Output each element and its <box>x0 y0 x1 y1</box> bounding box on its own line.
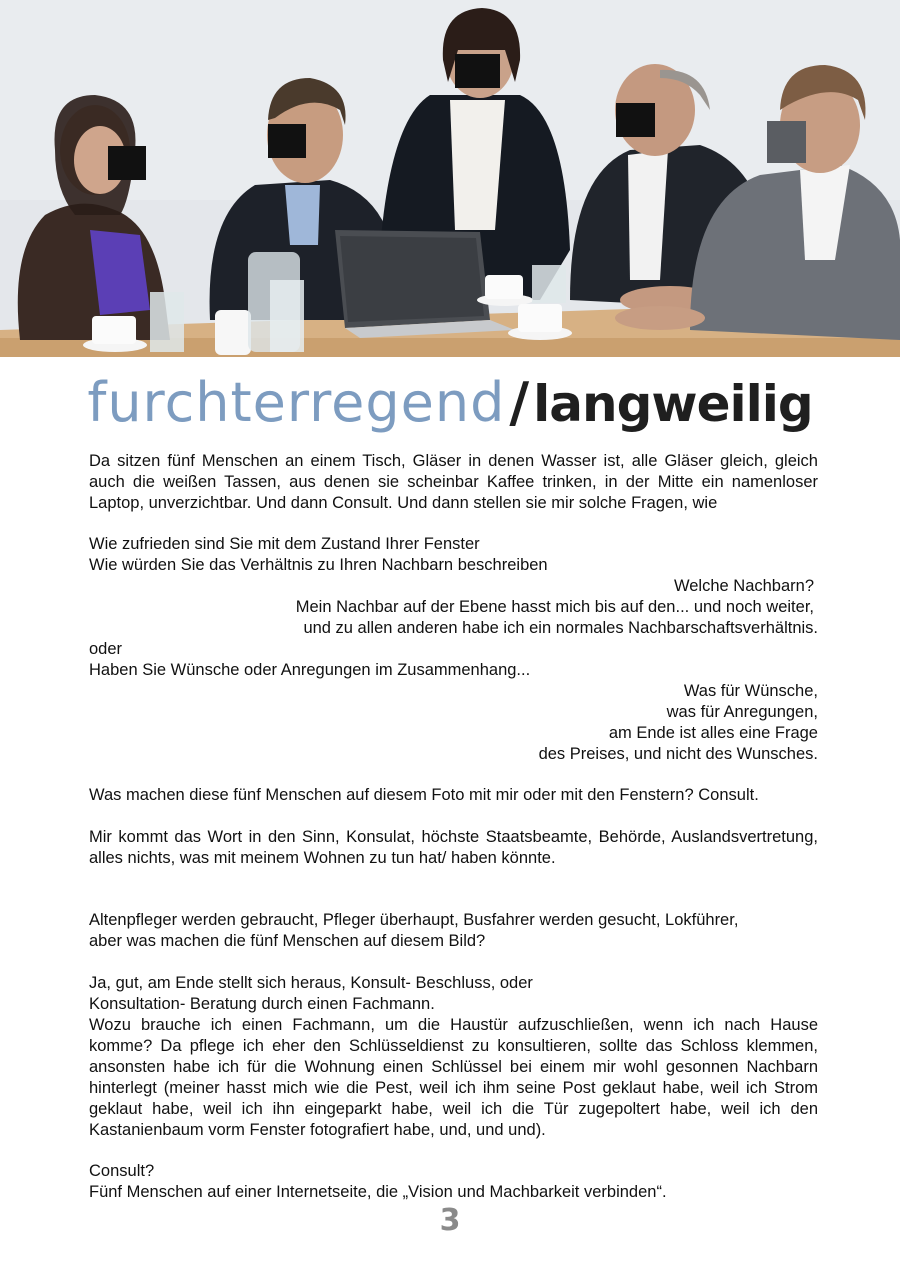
meeting-photo-icon <box>0 0 900 357</box>
closing-line: Fünf Menschen auf einer Internetseite, die „Vision und Machbarkeit verbinden“. <box>89 1183 667 1201</box>
question-3: Haben Sie Wünsche oder Anregungen im Zusammenhang... <box>89 661 531 679</box>
answer-3-line-2: was für Anregungen, <box>666 703 818 721</box>
paragraph-5 <box>89 973 818 1015</box>
page-number: 3 <box>439 1203 461 1238</box>
meeting-photo <box>0 0 900 357</box>
answer-3-line-4: des Preises, und nicht des Wunsches. <box>538 745 818 763</box>
answer-2 <box>89 576 818 639</box>
question-1: Wie zufrieden sind Sie mit dem Zustand Ihrer Fenster <box>89 535 480 553</box>
paragraph-5-line-2: Konsultation- Beratung durch einen Fachmann. <box>89 995 435 1013</box>
paragraph-3: Mir kommt das Wort in den Sinn, Konsulat, höchste Staatsbeamte, Behörde, Auslandsvertretung, alles nichts, was mit meinem Wohnen zu tun hat/ haben könnte. <box>89 828 818 867</box>
intro-paragraph: Da sitzen fünf Menschen an einem Tisch, Gläser in denen Wasser ist, alle Gläser gleich, gleich auch die weißen Tassen, aus denen sie scheinbar Kaffee trinken, in der Mitte ein namenloser Laptop, unverzichtbar. Und dann Consult. Und dann stellen sie mir solche Fragen, wie <box>89 452 818 512</box>
page-heading <box>0 363 900 443</box>
question-2: Wie würden Sie das Verhältnis zu Ihren Nachbarn beschreiben <box>89 556 548 574</box>
heading-part-2: langweilig <box>533 375 813 433</box>
consult-question: Consult? <box>89 1162 155 1180</box>
paragraph-2: Was machen diese fünf Menschen auf diesem Foto mit mir oder mit den Fenstern? Consult. <box>89 786 759 804</box>
paragraph-5-line-1: Ja, gut, am Ende stellt sich heraus, Konsult- Beschluss, oder <box>89 974 533 992</box>
heading-part-1: furchterregend <box>87 371 506 434</box>
answer-3-line-1: Was für Wünsche, <box>683 682 818 700</box>
heading-separator: / <box>509 371 530 434</box>
answer-3-line-3: am Ende ist alles eine Frage <box>608 724 818 742</box>
paragraph-4-line-2: aber was machen die fünf Menschen auf diesem Bild? <box>89 932 486 950</box>
paragraph-4 <box>89 910 818 952</box>
oder-text: oder <box>89 640 123 658</box>
answer-2-line-3: und zu allen anderen habe ich ein normales Nachbarschaftsverhältnis. <box>303 619 818 637</box>
answer-2-line-2: Mein Nachbar auf der Ebene hasst mich bis auf den... und noch weiter, <box>295 598 814 616</box>
paragraph-4-line-1: Altenpfleger werden gebraucht, Pfleger überhaupt, Busfahrer werden gesucht, Lokführer, <box>89 911 739 929</box>
paragraph-6: Wozu brauche ich einen Fachmann, um die Haustür aufzuschließen, wenn ich nach Hause komme? Da pflege ich eher den Schlüsseldienst zu konsultieren, sollte das Schloss klemmen, ansonsten habe ich für die Wohnung einen Schlüssel bei einem mir wohl gesonnen Nachbarn hinterlegt (meiner hasst mich wie die Pest, weil ich ihm seine Post geklaut habe, weil ich Strom geklaut habe, weil ich ihn eingeparkt habe, weil ich die Tür zugepoltert habe, weil ich den Kastanienbaum vorm Fenster fotografiert habe, und, und und). <box>89 1016 818 1139</box>
answer-2-line-1: Welche Nachbarn? <box>673 577 814 595</box>
answer-3 <box>89 681 818 765</box>
